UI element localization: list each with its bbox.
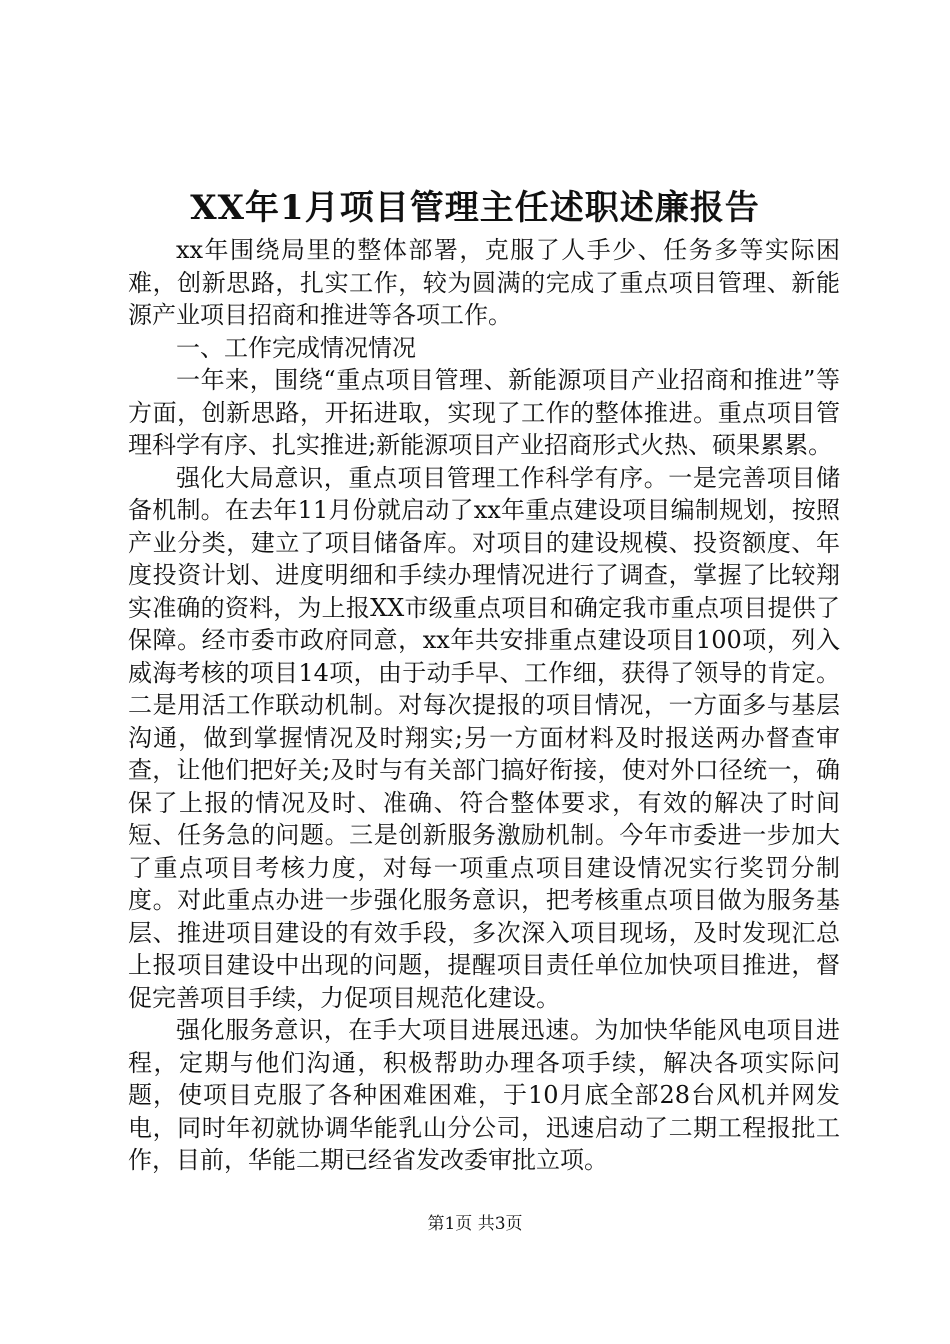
- paragraph-service-awareness: 强化服务意识，在手大项目进展迅速。为加快华能风电项目进程，定期与他们沟通，积极帮助办理各项手续，解决各项实际问题，使项目克服了各种困难困难，于10月底全部28台风机并网发电，同时年初就协调华能乳山分公司，迅速启动了二期工程报批工作，目前，华能二期已经省发改委审批立项。: [128, 1016, 840, 1174]
- page-footer: 第1页 共3页: [427, 1214, 523, 1234]
- document-title: XX年1月项目管理主任述职述廉报告: [190, 188, 760, 228]
- paragraph-intro: xx年围绕局里的整体部署，克服了人手少、任务多等实际困难，创新思路，扎实工作，较为圆满的完成了重点项目管理、新能源产业项目招商和推进等各项工作。: [128, 236, 840, 329]
- paragraph-overview: 一年来，围绕“重点项目管理、新能源项目产业招商和推进”等方面，创新思路，开拓进取，实现了工作的整体推进。重点项目管理科学有序、扎实推进;新能源项目产业招商形式火热、硕果累累。: [128, 366, 840, 459]
- section-heading: 一、工作完成情况情况: [176, 333, 416, 362]
- document-body: [128, 234, 840, 1177]
- paragraph-project-management: 强化大局意识，重点项目管理工作科学有序。一是完善项目储备机制。在去年11月份就启动了xx年重点建设项目编制规划，按照产业分类，建立了项目储备库。对项目的建设规模、投资额度、年度投资计划、进度明细和手续办理情况进行了调查，掌握了比较翔实准确的资料，为上报XX市级重点项目和确定我市重点项目提供了保障。经市委市政府同意，xx年共安排重点建设项目100项，列入威海考核的项目14项，由于动手早、工作细，获得了领导的肯定。二是用活工作联动机制。对每次提报的项目情况，一方面多与基层沟通，做到掌握情况及时翔实;另一方面材料及时报送两办督查审查，让他们把好关;及时与有关部门搞好衔接，使对外口径统一，确保了上报的情况及时、准确、符合整体要求，有效的解决了时间短、任务急的问题。三是创新服务激励机制。今年市委进一步加大了重点项目考核力度，对每一项重点项目建设情况实行奖罚分制度。对此重点办进一步强化服务意识，把考核重点项目做为服务基层、推进项目建设的有效手段，多次深入项目现场，及时发现汇总上报项目建设中出现的问题，提醒项目责任单位加快项目推进，督促完善项目手续，力促项目规范化建设。: [128, 463, 840, 1012]
